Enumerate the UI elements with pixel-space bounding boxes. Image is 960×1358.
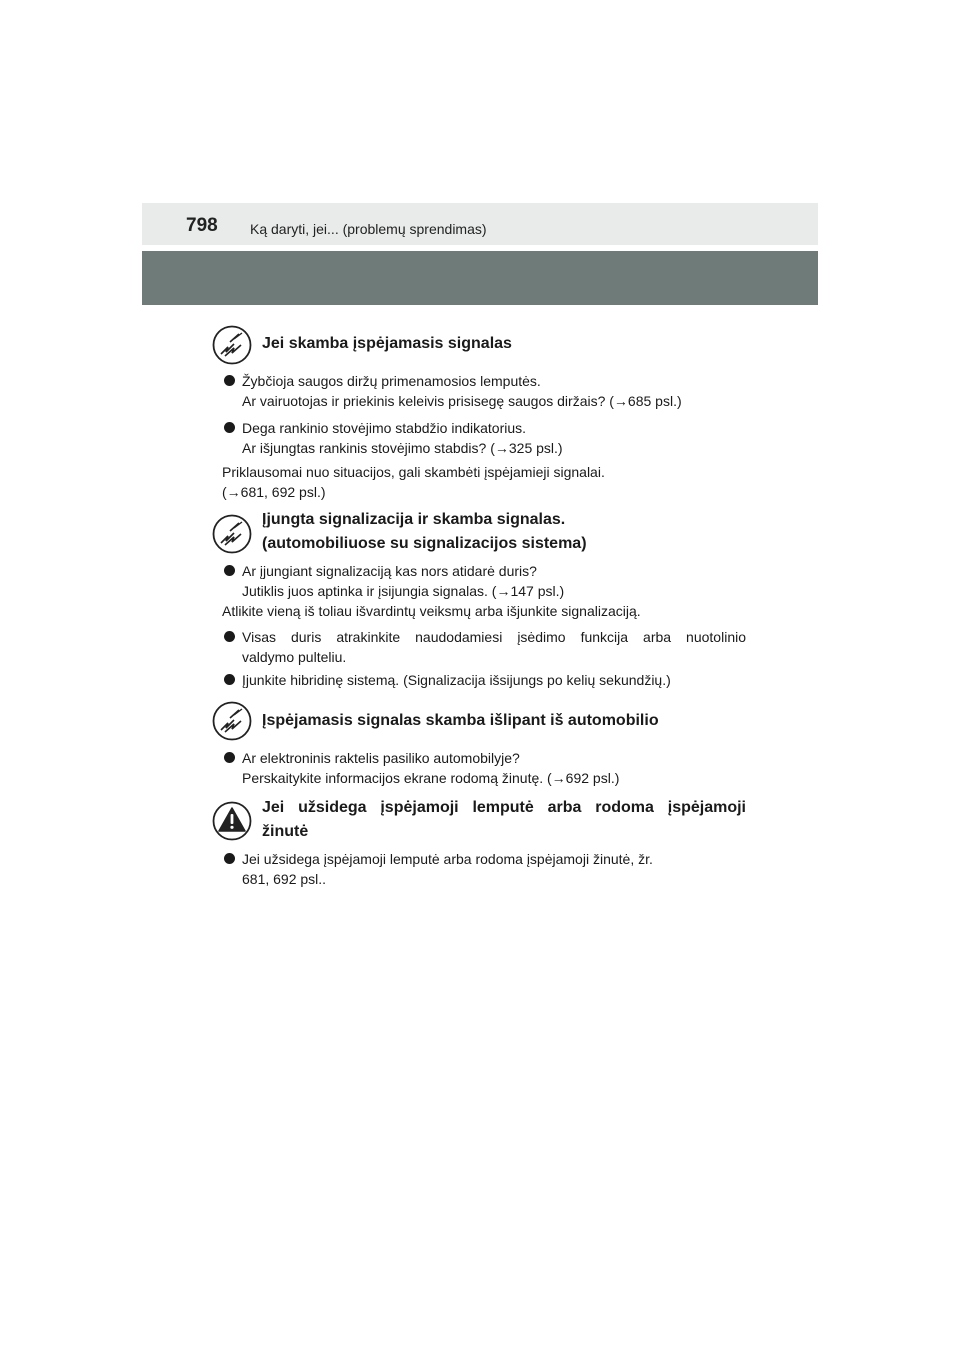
- note-text: Atlikite vieną iš toliau išvardintų veiksmų arba išjunkite signalizaciją.: [222, 603, 641, 619]
- page-number: 798: [186, 215, 218, 236]
- alarm-sound-icon: [212, 701, 252, 741]
- section-title: Įspėjamasis signalas skamba išlipant iš automobilio: [262, 712, 659, 729]
- section-title: Jei skamba įspėjamasis signalas: [262, 335, 512, 352]
- bullet-icon: [224, 375, 235, 386]
- bullet-icon: [224, 674, 235, 685]
- list-item: Žybčioja saugos diržų primenamosios lemputės. Ar vairuotojas ir priekinis keleivis prisisegę saugos diržais? (→685 psl.): [222, 371, 746, 411]
- bullet-icon: [224, 631, 235, 642]
- alarm-sound-icon: [212, 325, 252, 365]
- section-banner: [142, 251, 818, 305]
- list-item: Ar elektroninis raktelis pasiliko automobilyje? Perskaitykite informacijos ekrane rodomą žinutę. (→692 psl.): [222, 748, 746, 788]
- list-item: Ar įjungiant signalizaciją kas nors atidarė duris? Jutiklis juos aptinka ir įsijungia signalas. (→147 psl.): [222, 561, 746, 601]
- warning-triangle-icon: [212, 801, 252, 841]
- alarm-sound-icon: [212, 514, 252, 554]
- bullet-icon: [224, 565, 235, 576]
- note-text: Priklausomai nuo situacijos, gali skambėti įspėjamieji signalai. (→681, 692 psl.): [222, 464, 605, 500]
- bullet-icon: [224, 853, 235, 864]
- page-header-title: Ką daryti, jei... (problemų sprendimas): [250, 221, 487, 237]
- section-title: Įjungta signalizacija ir skamba signalas. (automobiliuose su signalizacijos sistema): [262, 511, 587, 552]
- list-item: Jei užsidega įspėjamoji lemputė arba rodoma įspėjamoji žinutė, žr. 681, 692 psl..: [222, 849, 746, 889]
- list-item: Visas duris atrakinkite naudodamiesi įsėdimo funkcija arba nuotolinio valdymo pulteliu.: [222, 627, 746, 667]
- bullet-icon: [224, 752, 235, 763]
- section-title: Jei užsidega įspėjamoji lemputė arba rodoma įspėjamoji žinutė: [262, 799, 746, 840]
- list-item: Įjunkite hibridinę sistemą. (Signalizacija išsijungs po kelių sekundžių.): [222, 670, 746, 690]
- list-item: Dega rankinio stovėjimo stabdžio indikatorius. Ar išjungtas rankinis stovėjimo stabdis? (→325 psl.): [222, 418, 746, 458]
- bullet-icon: [224, 422, 235, 433]
